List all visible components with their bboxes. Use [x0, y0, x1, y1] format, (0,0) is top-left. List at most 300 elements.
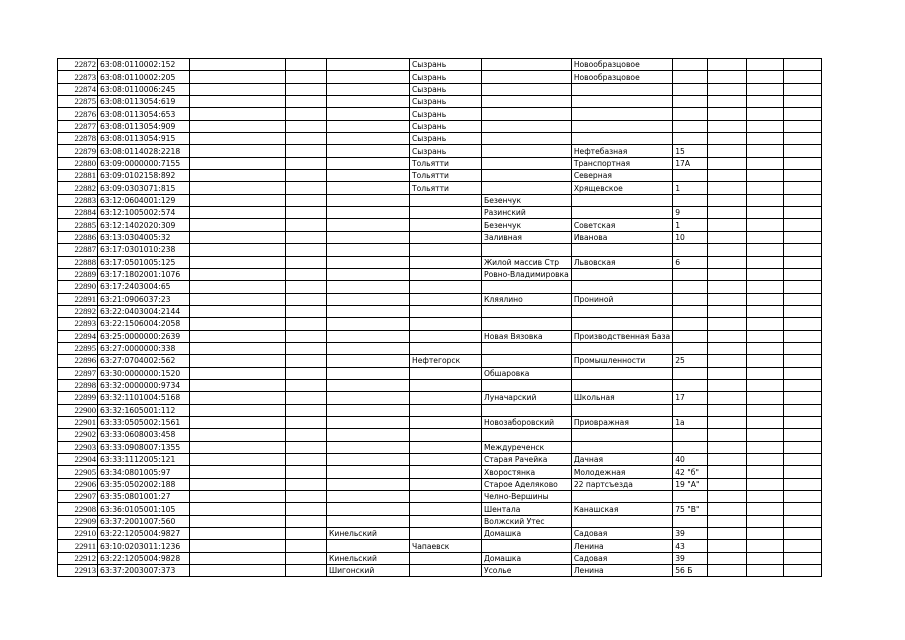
cell-house[interactable]: 1	[673, 182, 708, 194]
cell-col-j[interactable]	[708, 182, 747, 194]
cell-col-c[interactable]	[190, 503, 286, 515]
cell-street[interactable]	[571, 281, 672, 293]
cell-col-l[interactable]	[784, 379, 822, 391]
cell-district[interactable]	[327, 256, 410, 268]
cell-col-j[interactable]	[708, 515, 747, 527]
cell-street[interactable]	[571, 491, 672, 503]
cell-cadastral-number[interactable]: 63:22:1506004:2058	[98, 318, 190, 330]
cell-house[interactable]	[673, 318, 708, 330]
cell-house[interactable]: 1а	[673, 416, 708, 428]
cell-settlement[interactable]: Жилой массив Стр	[482, 256, 572, 268]
cell-house[interactable]	[673, 441, 708, 453]
cell-col-j[interactable]	[708, 281, 747, 293]
cell-col-c[interactable]	[190, 207, 286, 219]
cell-district[interactable]	[327, 318, 410, 330]
cell-street[interactable]	[571, 83, 672, 95]
cell-row-number[interactable]: 22897	[58, 367, 98, 379]
cell-col-d[interactable]	[286, 392, 327, 404]
cell-row-number[interactable]: 22898	[58, 379, 98, 391]
cell-col-k[interactable]	[747, 429, 784, 441]
cell-col-c[interactable]	[190, 491, 286, 503]
cell-street[interactable]: Ленина	[571, 565, 672, 577]
cell-city[interactable]	[410, 454, 482, 466]
cell-house[interactable]	[673, 244, 708, 256]
cell-settlement[interactable]: Заливная	[482, 231, 572, 243]
cell-row-number[interactable]: 22891	[58, 293, 98, 305]
cell-settlement[interactable]	[482, 133, 572, 145]
cell-cadastral-number[interactable]: 63:33:1112005:121	[98, 454, 190, 466]
cell-district[interactable]	[327, 416, 410, 428]
cell-col-d[interactable]	[286, 318, 327, 330]
cell-row-number[interactable]: 22893	[58, 318, 98, 330]
cell-district[interactable]	[327, 120, 410, 132]
cell-col-j[interactable]	[708, 355, 747, 367]
cell-city[interactable]: Сызрань	[410, 108, 482, 120]
cell-house[interactable]: 9	[673, 207, 708, 219]
cell-row-number[interactable]: 22895	[58, 342, 98, 354]
cell-col-k[interactable]	[747, 478, 784, 490]
cell-settlement[interactable]	[482, 59, 572, 71]
cell-row-number[interactable]: 22906	[58, 478, 98, 490]
cell-settlement[interactable]	[482, 120, 572, 132]
cell-district[interactable]	[327, 540, 410, 552]
cell-col-l[interactable]	[784, 71, 822, 83]
cell-row-number[interactable]: 22903	[58, 441, 98, 453]
cell-settlement[interactable]: Старая Рачейка	[482, 454, 572, 466]
cell-col-l[interactable]	[784, 515, 822, 527]
cell-row-number[interactable]: 22892	[58, 305, 98, 317]
cell-col-c[interactable]	[190, 120, 286, 132]
cell-col-j[interactable]	[708, 491, 747, 503]
cell-col-c[interactable]	[190, 133, 286, 145]
cell-street[interactable]	[571, 207, 672, 219]
cell-col-k[interactable]	[747, 441, 784, 453]
cell-street[interactable]	[571, 429, 672, 441]
cell-house[interactable]	[673, 59, 708, 71]
cell-row-number[interactable]: 22899	[58, 392, 98, 404]
cell-house[interactable]: 25	[673, 355, 708, 367]
cell-cadastral-number[interactable]: 63:08:0113054:909	[98, 120, 190, 132]
cell-street[interactable]	[571, 441, 672, 453]
cell-house[interactable]: 19 "А"	[673, 478, 708, 490]
cell-col-j[interactable]	[708, 268, 747, 280]
cell-col-j[interactable]	[708, 478, 747, 490]
cell-col-j[interactable]	[708, 120, 747, 132]
cell-district[interactable]	[327, 379, 410, 391]
cell-house[interactable]: 40	[673, 454, 708, 466]
cell-district[interactable]	[327, 108, 410, 120]
cell-col-j[interactable]	[708, 367, 747, 379]
cell-col-j[interactable]	[708, 305, 747, 317]
cell-settlement[interactable]: Домашка	[482, 552, 572, 564]
cell-col-d[interactable]	[286, 466, 327, 478]
cell-row-number[interactable]: 22872	[58, 59, 98, 71]
cell-house[interactable]: 39	[673, 552, 708, 564]
cell-row-number[interactable]: 22910	[58, 528, 98, 540]
cell-row-number[interactable]: 22909	[58, 515, 98, 527]
cell-city[interactable]	[410, 466, 482, 478]
cell-district[interactable]	[327, 478, 410, 490]
cell-street[interactable]: Хрящевское	[571, 182, 672, 194]
cell-house[interactable]	[673, 305, 708, 317]
cell-col-l[interactable]	[784, 478, 822, 490]
cell-col-l[interactable]	[784, 145, 822, 157]
cell-street[interactable]: Львовская	[571, 256, 672, 268]
cell-settlement[interactable]: Новая Вязовка	[482, 330, 572, 342]
cell-city[interactable]	[410, 429, 482, 441]
cell-district[interactable]: Кинельский	[327, 528, 410, 540]
cell-row-number[interactable]: 22894	[58, 330, 98, 342]
cell-city[interactable]	[410, 404, 482, 416]
cell-settlement[interactable]	[482, 379, 572, 391]
cell-settlement[interactable]	[482, 145, 572, 157]
cell-col-d[interactable]	[286, 454, 327, 466]
cell-col-j[interactable]	[708, 219, 747, 231]
cell-col-l[interactable]	[784, 244, 822, 256]
cell-col-k[interactable]	[747, 133, 784, 145]
cell-row-number[interactable]: 22875	[58, 96, 98, 108]
cell-cadastral-number[interactable]: 63:22:1205004:9827	[98, 528, 190, 540]
cell-street[interactable]: Нефтебазная	[571, 145, 672, 157]
cell-row-number[interactable]: 22885	[58, 219, 98, 231]
cell-settlement[interactable]	[482, 71, 572, 83]
cell-row-number[interactable]: 22874	[58, 83, 98, 95]
cell-row-number[interactable]: 22902	[58, 429, 98, 441]
cell-col-c[interactable]	[190, 96, 286, 108]
cell-cadastral-number[interactable]: 63:13:0304005:32	[98, 231, 190, 243]
cell-col-d[interactable]	[286, 330, 327, 342]
cell-col-j[interactable]	[708, 429, 747, 441]
cell-row-number[interactable]: 22888	[58, 256, 98, 268]
cell-col-k[interactable]	[747, 108, 784, 120]
cell-city[interactable]: Тольятти	[410, 157, 482, 169]
cell-col-j[interactable]	[708, 59, 747, 71]
cell-col-l[interactable]	[784, 207, 822, 219]
cell-col-d[interactable]	[286, 83, 327, 95]
cell-district[interactable]	[327, 145, 410, 157]
cell-district[interactable]	[327, 231, 410, 243]
cell-col-c[interactable]	[190, 170, 286, 182]
cell-cadastral-number[interactable]: 63:08:0113054:619	[98, 96, 190, 108]
cell-settlement[interactable]: Разинский	[482, 207, 572, 219]
cell-city[interactable]: Тольятти	[410, 182, 482, 194]
cell-row-number[interactable]: 22873	[58, 71, 98, 83]
cell-house[interactable]: 1	[673, 219, 708, 231]
cell-street[interactable]	[571, 305, 672, 317]
cell-row-number[interactable]: 22908	[58, 503, 98, 515]
cell-settlement[interactable]	[482, 355, 572, 367]
cell-street[interactable]: Новообразцовое	[571, 71, 672, 83]
cell-settlement[interactable]: Ровно-Владимировка	[482, 268, 572, 280]
cell-city[interactable]	[410, 318, 482, 330]
cell-col-c[interactable]	[190, 528, 286, 540]
cell-col-l[interactable]	[784, 565, 822, 577]
cell-cadastral-number[interactable]: 63:17:0501005:125	[98, 256, 190, 268]
cell-col-l[interactable]	[784, 330, 822, 342]
cell-street[interactable]	[571, 194, 672, 206]
cell-cadastral-number[interactable]: 63:33:0608003:458	[98, 429, 190, 441]
cell-street[interactable]	[571, 96, 672, 108]
cell-col-j[interactable]	[708, 528, 747, 540]
cell-col-k[interactable]	[747, 256, 784, 268]
cell-col-c[interactable]	[190, 293, 286, 305]
cell-row-number[interactable]: 22907	[58, 491, 98, 503]
cell-col-d[interactable]	[286, 528, 327, 540]
cell-street[interactable]: Дачная	[571, 454, 672, 466]
cell-house[interactable]: 6	[673, 256, 708, 268]
cell-city[interactable]	[410, 515, 482, 527]
cell-col-l[interactable]	[784, 441, 822, 453]
cell-col-c[interactable]	[190, 454, 286, 466]
cell-house[interactable]	[673, 342, 708, 354]
cell-col-d[interactable]	[286, 108, 327, 120]
cell-house[interactable]	[673, 281, 708, 293]
cell-col-c[interactable]	[190, 268, 286, 280]
cell-row-number[interactable]: 22889	[58, 268, 98, 280]
cell-district[interactable]	[327, 133, 410, 145]
cell-district[interactable]	[327, 219, 410, 231]
cell-col-j[interactable]	[708, 293, 747, 305]
cell-settlement[interactable]	[482, 170, 572, 182]
cell-house[interactable]	[673, 96, 708, 108]
cell-col-l[interactable]	[784, 293, 822, 305]
cell-col-c[interactable]	[190, 392, 286, 404]
cell-city[interactable]	[410, 281, 482, 293]
cell-settlement[interactable]: Хворостянка	[482, 466, 572, 478]
cell-cadastral-number[interactable]: 63:27:0704002:562	[98, 355, 190, 367]
cell-row-number[interactable]: 22886	[58, 231, 98, 243]
cell-house[interactable]	[673, 491, 708, 503]
cell-col-d[interactable]	[286, 293, 327, 305]
cell-col-k[interactable]	[747, 491, 784, 503]
cell-house[interactable]	[673, 170, 708, 182]
cell-house[interactable]	[673, 268, 708, 280]
cell-cadastral-number[interactable]: 63:37:2003007:373	[98, 565, 190, 577]
cell-row-number[interactable]: 22882	[58, 182, 98, 194]
cell-col-j[interactable]	[708, 441, 747, 453]
cell-col-k[interactable]	[747, 59, 784, 71]
cell-col-c[interactable]	[190, 416, 286, 428]
cell-cadastral-number[interactable]: 63:33:0505002:1561	[98, 416, 190, 428]
cell-settlement[interactable]	[482, 157, 572, 169]
cell-col-j[interactable]	[708, 170, 747, 182]
cell-col-l[interactable]	[784, 491, 822, 503]
cell-col-l[interactable]	[784, 429, 822, 441]
cell-cadastral-number[interactable]: 63:09:0000000:7155	[98, 157, 190, 169]
cell-city[interactable]	[410, 503, 482, 515]
cell-city[interactable]	[410, 478, 482, 490]
cell-house[interactable]	[673, 330, 708, 342]
cell-street[interactable]: Приовражная	[571, 416, 672, 428]
cell-district[interactable]	[327, 429, 410, 441]
cell-street[interactable]: Советская	[571, 219, 672, 231]
cell-cadastral-number[interactable]: 63:12:1402020:309	[98, 219, 190, 231]
cell-street[interactable]: Садовая	[571, 528, 672, 540]
cell-col-c[interactable]	[190, 330, 286, 342]
cell-city[interactable]	[410, 293, 482, 305]
cell-house[interactable]	[673, 120, 708, 132]
cell-street[interactable]: Северная	[571, 170, 672, 182]
cell-col-j[interactable]	[708, 145, 747, 157]
cell-col-j[interactable]	[708, 83, 747, 95]
cell-house[interactable]	[673, 133, 708, 145]
cell-city[interactable]	[410, 268, 482, 280]
cell-street[interactable]	[571, 342, 672, 354]
cell-col-l[interactable]	[784, 108, 822, 120]
cell-city[interactable]: Тольятти	[410, 170, 482, 182]
cell-col-l[interactable]	[784, 182, 822, 194]
cell-col-l[interactable]	[784, 404, 822, 416]
cell-col-j[interactable]	[708, 194, 747, 206]
cell-col-c[interactable]	[190, 281, 286, 293]
cell-col-d[interactable]	[286, 503, 327, 515]
cell-col-d[interactable]	[286, 515, 327, 527]
cell-cadastral-number[interactable]: 63:32:1605001:112	[98, 404, 190, 416]
cell-street[interactable]	[571, 379, 672, 391]
cell-row-number[interactable]: 22901	[58, 416, 98, 428]
cell-street[interactable]	[571, 367, 672, 379]
cell-col-d[interactable]	[286, 207, 327, 219]
cell-col-l[interactable]	[784, 268, 822, 280]
cell-col-l[interactable]	[784, 454, 822, 466]
cell-col-k[interactable]	[747, 71, 784, 83]
cell-house[interactable]	[673, 429, 708, 441]
cell-col-c[interactable]	[190, 379, 286, 391]
cell-city[interactable]	[410, 565, 482, 577]
cell-district[interactable]	[327, 157, 410, 169]
cell-settlement[interactable]: Луначарский	[482, 392, 572, 404]
cell-house[interactable]: 10	[673, 231, 708, 243]
cell-col-d[interactable]	[286, 379, 327, 391]
cell-col-l[interactable]	[784, 120, 822, 132]
cell-col-d[interactable]	[286, 219, 327, 231]
cell-settlement[interactable]: Безенчук	[482, 194, 572, 206]
cell-row-number[interactable]: 22887	[58, 244, 98, 256]
cell-district[interactable]	[327, 515, 410, 527]
cell-city[interactable]: Сызрань	[410, 145, 482, 157]
cell-row-number[interactable]: 22879	[58, 145, 98, 157]
cell-row-number[interactable]: 22913	[58, 565, 98, 577]
cell-col-c[interactable]	[190, 318, 286, 330]
cell-col-c[interactable]	[190, 83, 286, 95]
cell-house[interactable]: 15	[673, 145, 708, 157]
cell-district[interactable]	[327, 293, 410, 305]
cell-col-l[interactable]	[784, 194, 822, 206]
cell-col-l[interactable]	[784, 416, 822, 428]
cell-city[interactable]: Сызрань	[410, 133, 482, 145]
cell-col-c[interactable]	[190, 478, 286, 490]
cell-settlement[interactable]: Кляялино	[482, 293, 572, 305]
cell-street[interactable]: 22 партсъезда	[571, 478, 672, 490]
cell-settlement[interactable]: Обшаровка	[482, 367, 572, 379]
cell-house[interactable]: 56 Б	[673, 565, 708, 577]
cell-cadastral-number[interactable]: 63:36:0105001:105	[98, 503, 190, 515]
cell-street[interactable]: Промышленности	[571, 355, 672, 367]
cell-district[interactable]	[327, 281, 410, 293]
cell-col-c[interactable]	[190, 108, 286, 120]
cell-col-k[interactable]	[747, 355, 784, 367]
cell-col-j[interactable]	[708, 392, 747, 404]
cell-house[interactable]: 39	[673, 528, 708, 540]
cell-col-j[interactable]	[708, 503, 747, 515]
cell-district[interactable]	[327, 330, 410, 342]
cell-cadastral-number[interactable]: 63:25:0000000:2639	[98, 330, 190, 342]
cell-col-j[interactable]	[708, 318, 747, 330]
cell-cadastral-number[interactable]: 63:08:0113054:653	[98, 108, 190, 120]
cell-settlement[interactable]: Усолье	[482, 565, 572, 577]
cell-col-c[interactable]	[190, 342, 286, 354]
cell-col-k[interactable]	[747, 83, 784, 95]
cell-street[interactable]: Новообразцовое	[571, 59, 672, 71]
cell-district[interactable]	[327, 59, 410, 71]
cell-col-l[interactable]	[784, 96, 822, 108]
cell-district[interactable]	[327, 404, 410, 416]
cell-col-c[interactable]	[190, 219, 286, 231]
cell-street[interactable]: Иванова	[571, 231, 672, 243]
cell-street[interactable]	[571, 244, 672, 256]
cell-col-l[interactable]	[784, 503, 822, 515]
cell-street[interactable]	[571, 318, 672, 330]
cell-house[interactable]: 75 "В"	[673, 503, 708, 515]
cell-district[interactable]	[327, 491, 410, 503]
cell-col-k[interactable]	[747, 404, 784, 416]
cell-row-number[interactable]: 22883	[58, 194, 98, 206]
cell-col-c[interactable]	[190, 71, 286, 83]
cell-cadastral-number[interactable]: 63:32:0000000:9734	[98, 379, 190, 391]
cell-col-l[interactable]	[784, 133, 822, 145]
cell-district[interactable]	[327, 392, 410, 404]
cell-house[interactable]: 17	[673, 392, 708, 404]
cell-col-j[interactable]	[708, 454, 747, 466]
cell-house[interactable]: 17А	[673, 157, 708, 169]
cell-col-d[interactable]	[286, 96, 327, 108]
cell-col-k[interactable]	[747, 305, 784, 317]
cell-cadastral-number[interactable]: 63:17:0301010:238	[98, 244, 190, 256]
cell-col-c[interactable]	[190, 256, 286, 268]
cell-col-j[interactable]	[708, 71, 747, 83]
cell-col-l[interactable]	[784, 305, 822, 317]
cell-city[interactable]	[410, 194, 482, 206]
cell-col-j[interactable]	[708, 133, 747, 145]
cell-col-j[interactable]	[708, 416, 747, 428]
cell-district[interactable]	[327, 170, 410, 182]
cell-settlement[interactable]	[482, 83, 572, 95]
cell-settlement[interactable]	[482, 96, 572, 108]
cell-col-d[interactable]	[286, 540, 327, 552]
cell-col-l[interactable]	[784, 59, 822, 71]
cell-cadastral-number[interactable]: 63:37:2001007:560	[98, 515, 190, 527]
cell-district[interactable]: Шигонский	[327, 565, 410, 577]
cell-cadastral-number[interactable]: 63:08:0110002:205	[98, 71, 190, 83]
cell-cadastral-number[interactable]: 63:34:0801005:97	[98, 466, 190, 478]
cell-col-k[interactable]	[747, 145, 784, 157]
cell-street[interactable]: Транспортная	[571, 157, 672, 169]
cell-district[interactable]	[327, 182, 410, 194]
cell-col-l[interactable]	[784, 552, 822, 564]
cell-cadastral-number[interactable]: 63:08:0113054:915	[98, 133, 190, 145]
cell-col-j[interactable]	[708, 342, 747, 354]
cell-row-number[interactable]: 22905	[58, 466, 98, 478]
cell-col-d[interactable]	[286, 478, 327, 490]
cell-settlement[interactable]	[482, 404, 572, 416]
cell-col-l[interactable]	[784, 466, 822, 478]
cell-street[interactable]: Прониной	[571, 293, 672, 305]
cell-city[interactable]	[410, 392, 482, 404]
cell-col-l[interactable]	[784, 342, 822, 354]
cell-street[interactable]: Ленина	[571, 540, 672, 552]
cell-col-k[interactable]	[747, 281, 784, 293]
cell-col-d[interactable]	[286, 552, 327, 564]
